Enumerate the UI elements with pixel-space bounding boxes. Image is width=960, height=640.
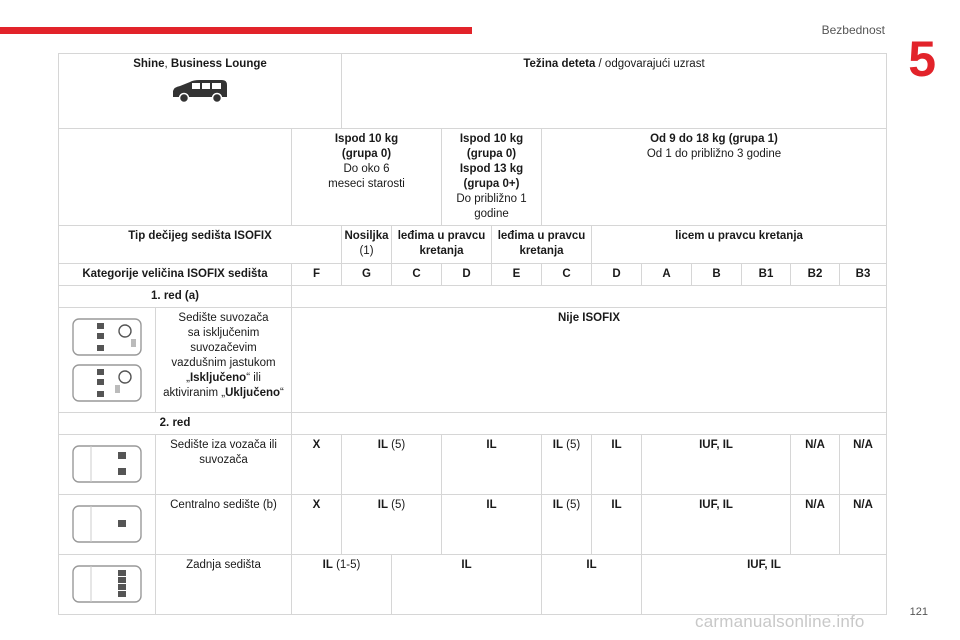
size-category-label: Kategorije veličina ISOFIX sedišta [59,264,292,286]
value-cell: IL (5) [342,495,442,555]
value-cell: IL [592,495,642,555]
center-seat-diagram-icon [71,504,143,544]
forward-facing-cell: licem u pravcu kretanja [592,226,887,264]
seat-diagram-cell [59,308,156,413]
value-cell: IL (5) [542,435,592,495]
table-row [59,226,887,264]
value-cell: IL [442,435,542,495]
table-row [59,129,887,226]
rear-seats-label: Zadnja sedišta [156,555,292,615]
seat-diagram-cell [59,495,156,555]
rear-facing-cell: leđima u pravcu kretanja [392,226,492,264]
table-row [59,413,887,435]
size-cell: C [542,264,592,286]
size-cell: C [392,264,442,286]
van-icon [170,78,230,104]
value-cell: IL [442,495,542,555]
size-cell: E [492,264,542,286]
size-cell: B [692,264,742,286]
value-cell: X [292,495,342,555]
weight-group-0: Ispod 10 kg (grupa 0) Do oko 6 meseci starosti [292,129,442,226]
value-cell: N/A [791,435,840,495]
rear-seats-diagram-icon [71,564,143,604]
isofix-type-label: Tip dečijeg sedišta ISOFIX [59,226,342,264]
versions-cell: Shine, Business Lounge [59,54,342,129]
size-cell: D [592,264,642,286]
value-cell: N/A [840,435,887,495]
chapter-number: 5 [908,31,936,87]
size-cell: D [442,264,492,286]
table-row [59,555,887,615]
table-row [59,308,887,413]
size-cell: B2 [791,264,840,286]
size-cell: B3 [840,264,887,286]
front-passenger-seat-diagram-icon [71,317,143,357]
value-cell: IUF, IL [642,435,791,495]
table-row [59,286,887,308]
page-number: 121 [909,606,928,618]
table-row [59,495,887,555]
seat-diagram-cell [59,555,156,615]
row-group-label: 2. red [59,413,292,435]
size-cell: F [292,264,342,286]
table-row [59,54,887,129]
center-seat-label: Centralno sedište (b) [156,495,292,555]
size-cell: G [342,264,392,286]
size-cell: A [642,264,692,286]
value-cell: IUF, IL [642,495,791,555]
front-passenger-seat-cell: Sedište suvozača sa isključenim suvozačevim vazdušnim jastukom „Isključeno“ ili aktiviranim „Uključeno“ [156,308,292,413]
size-cell: B1 [742,264,791,286]
not-isofix-cell: Nije ISOFIX [292,308,887,413]
value-cell: N/A [791,495,840,555]
isofix-table [58,53,887,615]
section-title: Bezbednost [821,23,885,37]
value-cell: IUF, IL [642,555,887,615]
rear-facing-cell: leđima u pravcu kretanja [492,226,592,264]
value-cell: IL [592,435,642,495]
table-row [59,264,887,286]
value-cell: IL [392,555,542,615]
rear-side-seat-label: Sedište iza vozača ili suvozača [156,435,292,495]
front-passenger-seat-diagram-icon [71,363,143,403]
seat-diagram-cell [59,435,156,495]
rear-side-seat-diagram-icon [71,444,143,484]
value-cell: IL (5) [542,495,592,555]
weight-group-0plus: Ispod 10 kg (grupa 0) Ispod 13 kg (grupa 0+) Do približno 1 godine [442,129,542,226]
value-cell: IL (1-5) [292,555,392,615]
weight-group-1: Od 9 do 18 kg (grupa 1) Od 1 do približno 3 godine [542,129,887,226]
value-cell: IL (5) [342,435,442,495]
child-weight-header: Težina deteta / odgovarajući uzrast [342,54,887,129]
table-row [59,435,887,495]
value-cell: N/A [840,495,887,555]
row-group-label: 1. red (a) [59,286,292,308]
value-cell: X [292,435,342,495]
value-cell: IL [542,555,642,615]
header-accent-bar [0,27,472,34]
watermark: carmanualsonline.info [695,612,865,631]
carrycot-cell: Nosiljka (1) [342,226,392,264]
